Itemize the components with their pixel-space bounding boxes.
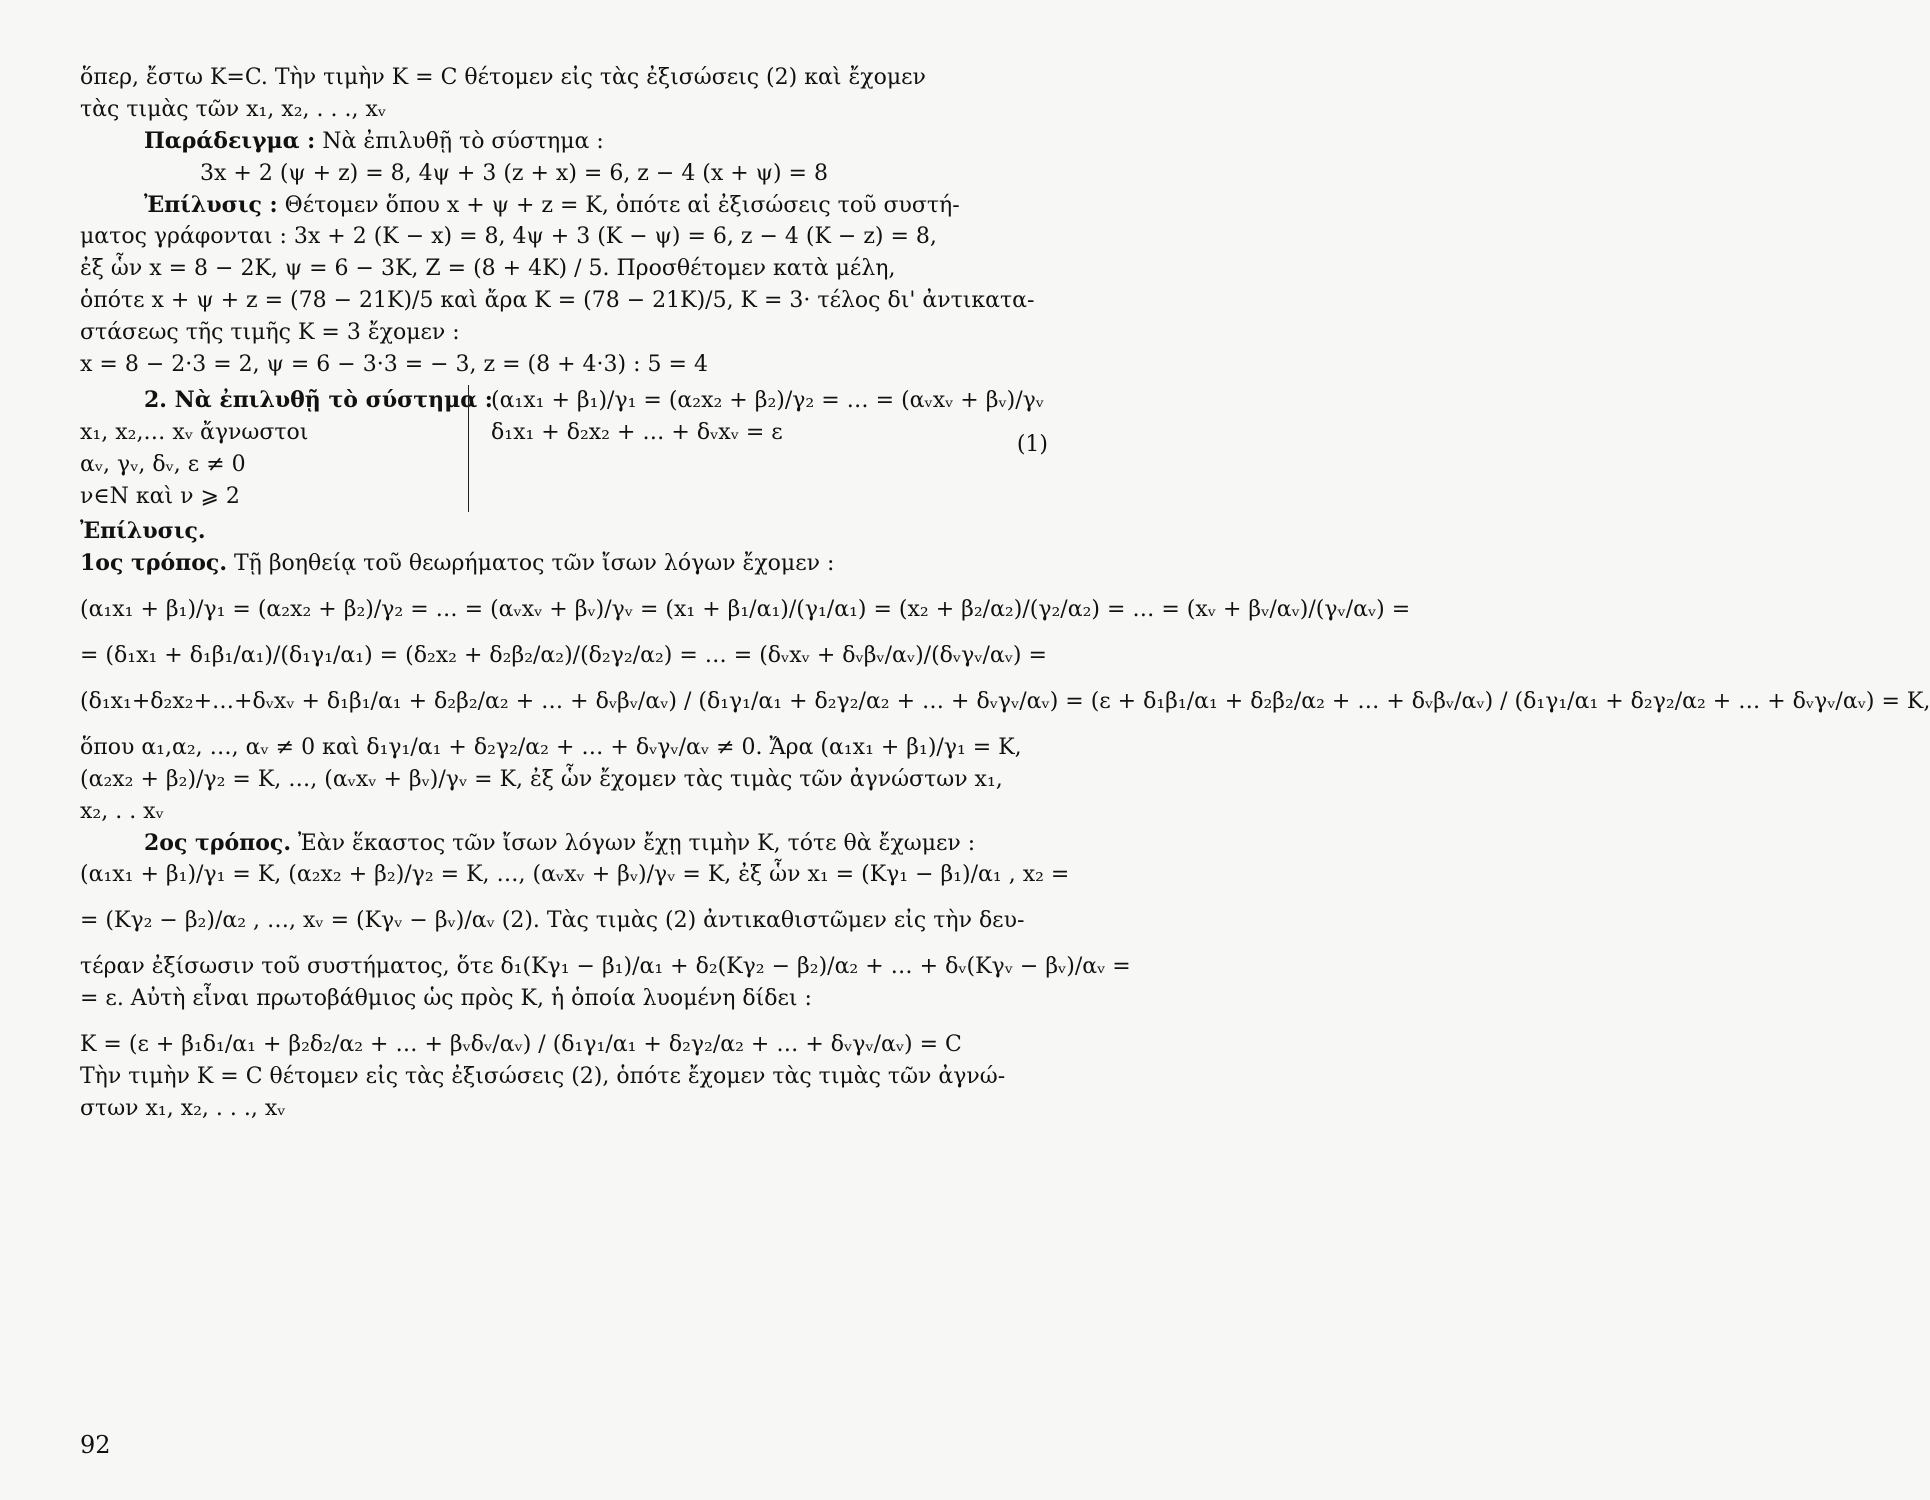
condition-line: αᵥ, γᵥ, δᵥ, ε ≠ 0: [80, 451, 246, 477]
method-1-label: 1ος τρόπος.: [80, 550, 227, 577]
problem-2-system: [80, 385, 1048, 513]
method-2-text: Ἐὰν ἕκαστος τῶν ἴσων λόγων ἔχῃ τιμὴν K, τότε θὰ ἔχωμεν :: [297, 830, 976, 856]
equation-tag: (1): [1016, 431, 1048, 457]
text-line: ματος γράφονται : 3x + 2 (K − x) = 8, 4ψ + 3 (K − ψ) = 6, z − 4 (K − z) = 8,: [80, 224, 937, 250]
condition-line: x₁, x₂,… xᵥ ἄγνωστοι: [80, 419, 309, 445]
method-1-text: Τῇ βοηθείᾳ τοῦ θεωρήματος τῶν ἴσων λόγων ἔχομεν :: [233, 551, 835, 577]
example-heading: [80, 126, 948, 158]
example-text: Νὰ ἐπιλυθῇ τὸ σύστημα :: [322, 128, 604, 154]
text-line: ὁπότε x + ψ + z = (78 − 21K)/5 καὶ ἄρα K = (78 − 21K)/5, K = 3· τέλος δι' ἀντικατα-: [80, 288, 1035, 314]
method-2-line: [80, 828, 976, 860]
formula-line: = (Kγ₂ − β₂)/α₂ , …, xᵥ = (Kγᵥ − βᵥ)/αᵥ (2). Τὰς τιμὰς (2) ἀντικαθιστῶμεν εἰς τὴν δευ-: [80, 908, 1025, 934]
formula-line: Τὴν τιμὴν K = C θέτομεν εἰς τὰς ἐξισώσεις (2), ὁπότε ἔχομεν τὰς τιμὰς τῶν ἀγνώ-: [80, 1063, 1006, 1089]
formula-line: = ε. Αὐτὴ εἶναι πρωτοβάθμιος ὡς πρὸς K, ἡ ὁποία λυομένη δίδει :: [80, 986, 812, 1012]
text-line: ἐξ ὧν x = 8 − 2K, ψ = 6 − 3K, Z = (8 + 4K) / 5. Προσθέτομεν κατὰ μέλη,: [80, 256, 896, 282]
formula-line: τέραν ἐξίσωσιν τοῦ συστήματος, ὅτε δ₁(Kγ₁ − β₁)/α₁ + δ₂(Kγ₂ − β₂)/α₂ + … + δᵥ(Kγᵥ − βᵥ)/αᵥ =: [80, 954, 1131, 980]
formula-line: ὅπου α₁,α₂, …, αᵥ ≠ 0 καὶ δ₁γ₁/α₁ + δ₂γ₂/α₂ + … + δᵥγᵥ/αᵥ ≠ 0. Ἄρα (α₁x₁ + β₁)/γ₁ = K,: [80, 734, 1022, 760]
solution-2-label: Ἐπίλυσις.: [80, 518, 206, 545]
text-line: x = 8 − 2·3 = 2, ψ = 6 − 3·3 = − 3, z = (8 + 4·3) : 5 = 4: [80, 352, 708, 378]
equation-line: (α₁x₁ + β₁)/γ₁ = (α₂x₂ + β₂)/γ₂ = … = (αᵥxᵥ + βᵥ)/γᵥ: [491, 387, 1044, 413]
method-1-line: [80, 548, 948, 580]
formula-line: x₂, . . xᵥ: [80, 798, 164, 824]
formula-line: K = (ε + β₁δ₁/α₁ + β₂δ₂/α₂ + … + βᵥδᵥ/αᵥ) / (δ₁γ₁/α₁ + δ₂γ₂/α₂ + … + δᵥγᵥ/αᵥ) = C: [80, 1032, 962, 1058]
condition-line: ν∈N καὶ ν ⩾ 2: [80, 483, 240, 509]
text-line: ὅπερ, ἔστω K=C. Τὴν τιμὴν K = C θέτομεν εἰς τὰς ἐξισώσεις (2) καὶ ἔχομεν: [80, 65, 926, 90]
problem-2-title: 2. Νὰ ἐπιλυθῇ τὸ σύστημα :: [144, 386, 493, 413]
formula-line: = (δ₁x₁ + δ₁β₁/α₁)/(δ₁γ₁/α₁) = (δ₂x₂ + δ₂β₂/α₂)/(δ₂γ₂/α₂) = … = (δᵥxᵥ + δᵥβᵥ/αᵥ)/(δᵥγᵥ/αᵥ) =: [80, 643, 1047, 669]
formula-line: στων x₁, x₂, . . ., xᵥ: [80, 1095, 286, 1121]
example-label: Παράδειγμα :: [144, 127, 316, 154]
equation-line: δ₁x₁ + δ₂x₂ + … + δᵥxᵥ = ε: [491, 419, 783, 445]
solution-label: Ἐπίλυσις :: [144, 191, 278, 218]
text-line: τὰς τιμὰς τῶν x₁, x₂, . . ., xᵥ: [80, 96, 387, 122]
formula-line: (α₁x₁ + β₁)/γ₁ = (α₂x₂ + β₂)/γ₂ = … = (αᵥxᵥ + βᵥ)/γᵥ = (x₁ + β₁/α₁)/(γ₁/α₁) = (x₂ + β₂/α₂)/(γ₂/α₂) = … = (xᵥ + βᵥ/αᵥ)/(γᵥ/αᵥ) =: [80, 597, 1411, 623]
solution-text: Θέτομεν ὅπου x + ψ + z = K, ὁπότε αἱ ἐξισώσεις τοῦ συστή-: [284, 192, 960, 218]
text-line: στάσεως τῆς τιμῆς K = 3 ἔχομεν :: [80, 320, 460, 346]
formula-line: (δ₁x₁+δ₂x₂+…+δᵥxᵥ + δ₁β₁/α₁ + δ₂β₂/α₂ + … + δᵥβᵥ/αᵥ) / (δ₁γ₁/α₁ + δ₂γ₂/α₂ + … + δᵥγᵥ/αᵥ) = (ε + δ₁β₁/α₁ + δ₂β₂/α₂ + … + δᵥβᵥ/αᵥ) / (δ₁γ₁/α₁ + δ₂γ₂/α₂ + … + δᵥγᵥ/αᵥ) = K,: [80, 689, 1930, 715]
problem-2-conditions: [80, 385, 493, 513]
formula-line: (α₂x₂ + β₂)/γ₂ = K, …, (αᵥxᵥ + βᵥ)/γᵥ = K, ἐξ ὧν ἔχομεν τὰς τιμὰς τῶν ἀγνώστων x₁,: [80, 766, 1003, 792]
method-2-label: 2ος τρόπος.: [144, 829, 291, 856]
formula-line: (α₁x₁ + β₁)/γ₁ = K, (α₂x₂ + β₂)/γ₂ = K, …, (αᵥxᵥ + βᵥ)/γᵥ = K, ἐξ ὧν x₁ = (Kγ₁ − β₁)/α₁ , x₂ =: [80, 862, 1070, 888]
example-system: 3x + 2 (ψ + z) = 8, 4ψ + 3 (z + x) = 6, z − 4 (x + ψ) = 8: [200, 160, 828, 186]
page-number: 92: [80, 1431, 111, 1459]
solution-line: [80, 190, 960, 222]
problem-2-equations: [468, 385, 1048, 513]
